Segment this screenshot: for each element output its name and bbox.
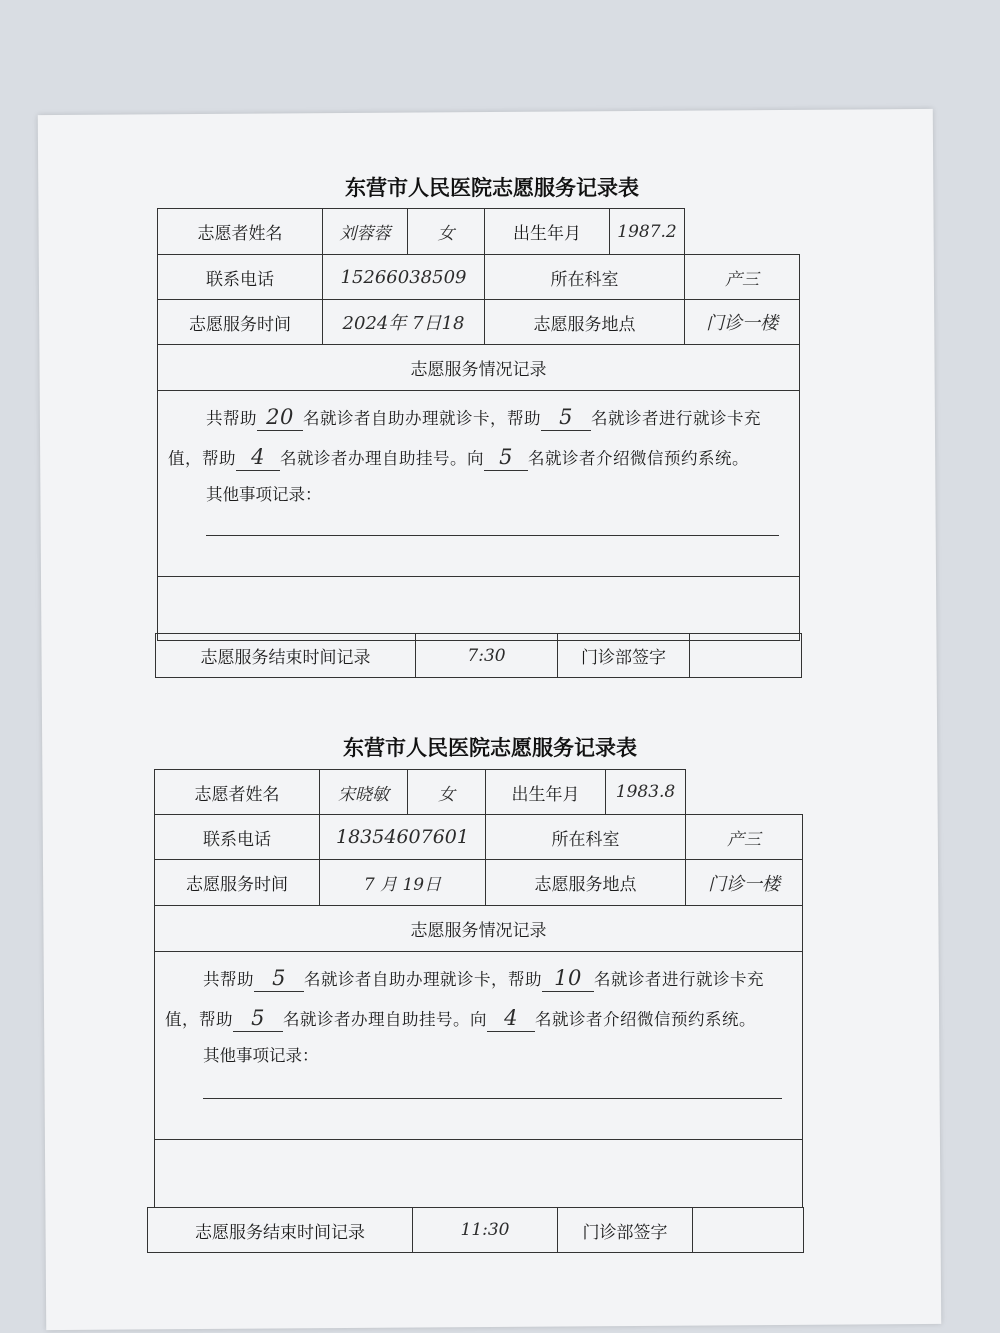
signature-label: 门诊部签字 bbox=[558, 634, 690, 678]
record-text: 名就诊者进行就诊卡充值，帮助 bbox=[165, 970, 764, 1029]
signature-value bbox=[693, 1208, 804, 1253]
record-body bbox=[155, 952, 803, 1208]
birth-value: 1983.8 bbox=[606, 770, 686, 815]
gender-value: 女 bbox=[408, 209, 485, 255]
count-registration: 4 bbox=[236, 444, 280, 471]
name-label: 志愿者姓名 bbox=[158, 209, 323, 255]
signature-value bbox=[690, 634, 802, 678]
end-time-table bbox=[147, 1207, 804, 1253]
dept-value: 产三 bbox=[686, 815, 803, 860]
service-place-label: 志愿服务地点 bbox=[485, 300, 685, 345]
service-time-label: 志愿服务时间 bbox=[158, 300, 323, 345]
name-value: 宋晓敏 bbox=[320, 770, 408, 815]
record-text: 名就诊者介绍微信预约系统。 bbox=[528, 449, 749, 468]
other-items-line bbox=[206, 505, 779, 536]
form-title: 东营市人民医院志愿服务记录表 bbox=[345, 175, 639, 200]
end-time-value: 7:30 bbox=[416, 634, 558, 678]
other-items-label: 其他事项记录： bbox=[206, 485, 322, 504]
record-text: 名就诊者介绍微信预约系统。 bbox=[535, 1010, 756, 1029]
end-time-label: 志愿服务结束时间记录 bbox=[156, 634, 416, 678]
birth-label: 出生年月 bbox=[486, 770, 606, 815]
count-card-recharged: 10 bbox=[542, 965, 594, 992]
service-place-value: 门诊一楼 bbox=[685, 300, 800, 345]
count-registration: 5 bbox=[233, 1005, 283, 1032]
record-table bbox=[157, 208, 800, 641]
other-items-line bbox=[155, 1099, 802, 1140]
phone-value: 18354607601 bbox=[320, 815, 486, 860]
dept-value: 产三 bbox=[685, 255, 800, 300]
count-wechat-intro: 4 bbox=[487, 1005, 535, 1032]
end-time-label: 志愿服务结束时间记录 bbox=[148, 1208, 413, 1253]
end-time-value: 11:30 bbox=[413, 1208, 558, 1253]
other-items-line bbox=[158, 536, 799, 577]
dept-label: 所在科室 bbox=[485, 255, 685, 300]
service-time-value: 2024年 7日18 bbox=[323, 300, 485, 345]
form-title: 东营市人民医院志愿服务记录表 bbox=[343, 735, 637, 760]
gender-value: 女 bbox=[408, 770, 486, 815]
record-body bbox=[158, 391, 800, 641]
signature-label: 门诊部签字 bbox=[558, 1208, 693, 1253]
record-text: 共帮助 bbox=[206, 409, 257, 428]
record-text: 名就诊者自助办理就诊卡，帮助 bbox=[303, 409, 541, 428]
count-card-handled: 20 bbox=[257, 404, 303, 431]
count-card-handled: 5 bbox=[254, 965, 304, 992]
name-value: 刘蓉蓉 bbox=[323, 209, 408, 255]
service-place-value: 门诊一楼 bbox=[686, 860, 803, 906]
record-text: 名就诊者进行就诊卡充值，帮助 bbox=[168, 409, 761, 468]
service-time-value: 7 月 19日 bbox=[320, 860, 486, 906]
name-label: 志愿者姓名 bbox=[155, 770, 320, 815]
record-table bbox=[154, 769, 803, 1208]
other-items-line bbox=[203, 1066, 782, 1099]
birth-label: 出生年月 bbox=[485, 209, 610, 255]
count-wechat-intro: 5 bbox=[484, 444, 528, 471]
service-time-label: 志愿服务时间 bbox=[155, 860, 320, 906]
count-card-recharged: 5 bbox=[541, 404, 591, 431]
phone-label: 联系电话 bbox=[158, 255, 323, 300]
birth-value: 1987.2 bbox=[610, 209, 685, 255]
service-place-label: 志愿服务地点 bbox=[486, 860, 686, 906]
phone-value: 15266038509 bbox=[323, 255, 485, 300]
record-text: 名就诊者办理自助挂号。向 bbox=[283, 1010, 487, 1029]
record-text: 名就诊者自助办理就诊卡，帮助 bbox=[304, 970, 542, 989]
end-time-table bbox=[155, 633, 802, 678]
record-header: 志愿服务情况记录 bbox=[158, 345, 800, 391]
other-items-label: 其他事项记录： bbox=[203, 1046, 319, 1065]
record-text: 共帮助 bbox=[203, 970, 254, 989]
record-header: 志愿服务情况记录 bbox=[155, 906, 803, 952]
record-text: 名就诊者办理自助挂号。向 bbox=[280, 449, 484, 468]
dept-label: 所在科室 bbox=[486, 815, 686, 860]
phone-label: 联系电话 bbox=[155, 815, 320, 860]
